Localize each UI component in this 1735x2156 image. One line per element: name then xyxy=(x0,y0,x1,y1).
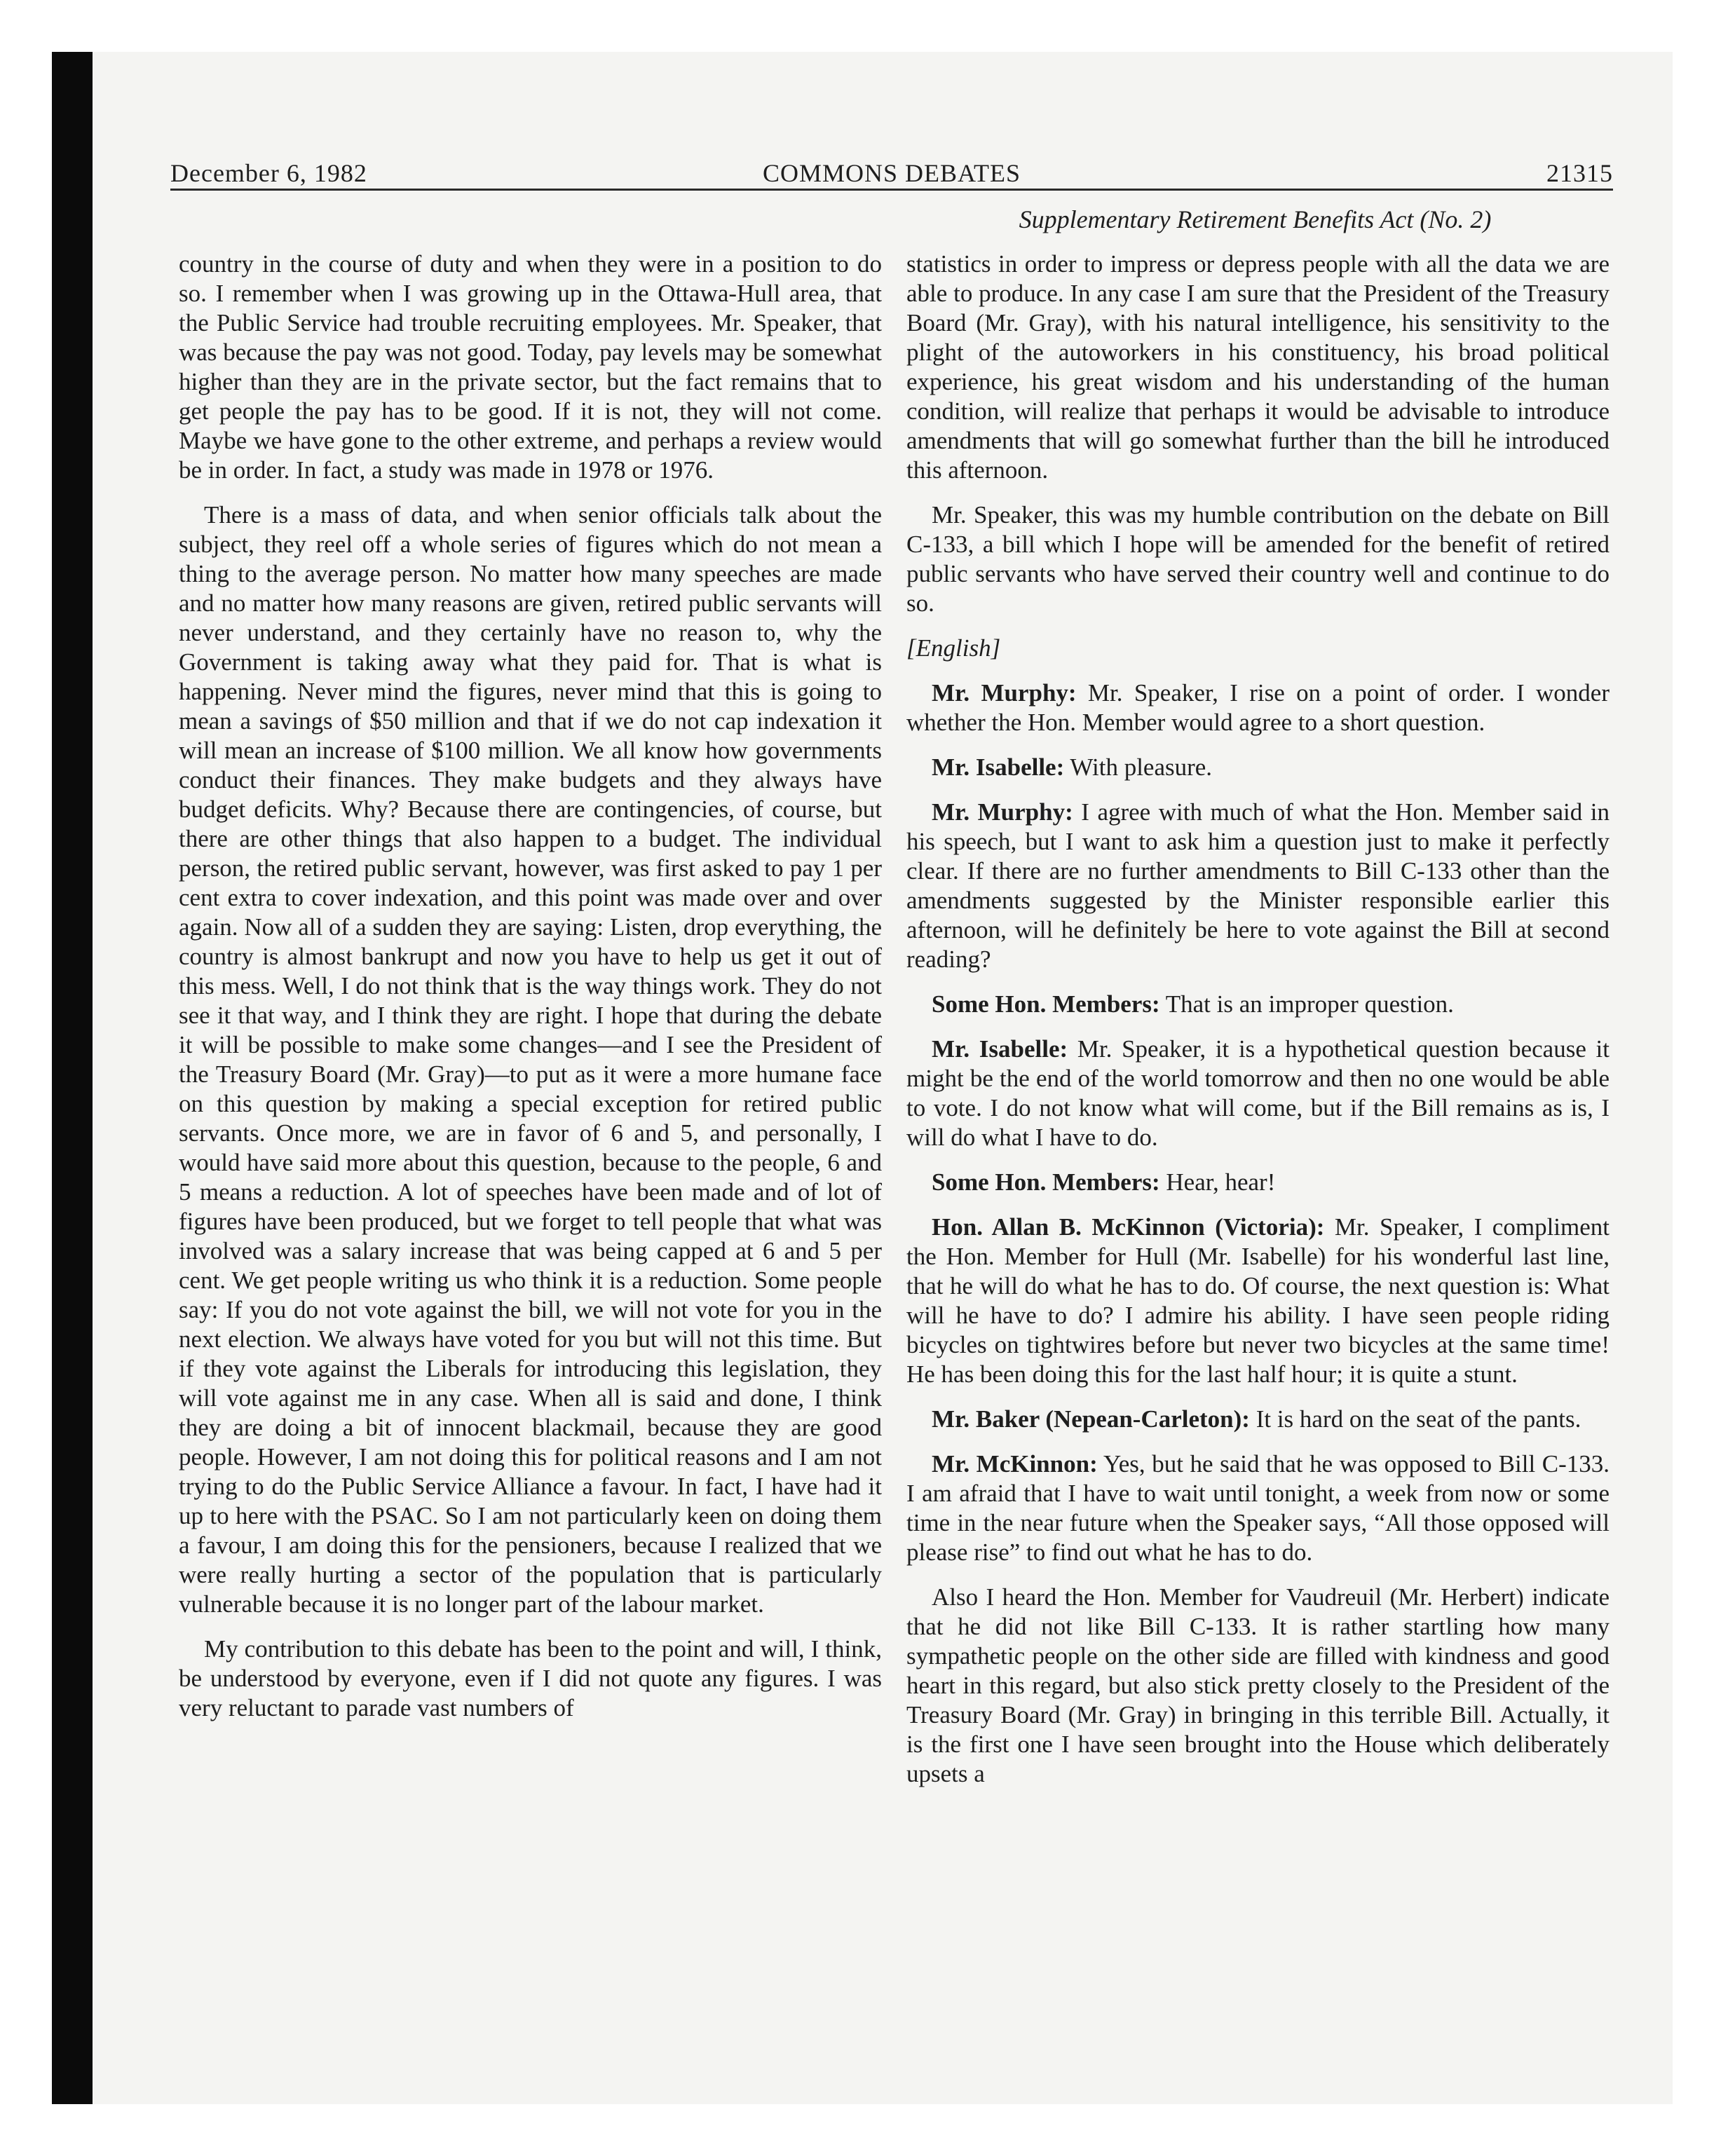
speaker-name: Mr. Murphy: xyxy=(932,679,1077,707)
speech-text: Hear, hear! xyxy=(1159,1168,1276,1196)
speech-text: Mr. Speaker, it is a hypothetical question because it might be the end of the world tomorrow and then no one would be able to vote. I do not know what will come, but if the Bill remains as is, I will do what I have to do. xyxy=(906,1035,1610,1151)
speaker-name: Mr. Isabelle: xyxy=(932,1035,1068,1063)
paragraph: Also I heard the Hon. Member for Vaudreuil (Mr. Herbert) indicate that he did not like Bill C-133. It is rather startling how many sympathetic people on the other side are filled with kindness and good heart in this regard, but also stick pretty closely to the President of the Treasury Board (Mr. Gray) in bringing in this terrible Bill. Actually, it is the first one I have seen brought into the House which deliberately upsets a xyxy=(906,1583,1610,1787)
speech-paragraph xyxy=(906,753,1610,782)
paragraph: country in the course of duty and when they were in a position to do so. I remember when I was growing up in the Ottawa-Hull area, that the Public Service had trouble recruiting employees. Mr. Speaker, that was because the pay was not good. Today, pay levels may be somewhat higher than they are in the private sector, but the fact remains that to get people the pay has to be good. If it is not, they will not come. Maybe we have gone to the other extreme, and perhaps a review would be in order. In fact, a study was made in 1978 or 1976. xyxy=(179,250,882,484)
header-rule xyxy=(170,189,1613,191)
header-page-number: 21315 xyxy=(1546,159,1613,187)
scan-border-edge xyxy=(52,52,93,2104)
page-header xyxy=(170,158,1613,198)
language-tag-text: [English] xyxy=(906,634,1001,662)
speech-paragraph xyxy=(906,678,1610,737)
header-title: COMMONS DEBATES xyxy=(762,159,1021,187)
speaker-name: Mr. Isabelle: xyxy=(932,753,1065,781)
paragraph: There is a mass of data, and when senior officials talk about the subject, they reel off a whole series of figures which do not mean a thing to the average person. No matter how many speeches are made and no matter how many reasons are given, retired public servants will never understand, and they certainly have no reason to, why the Government is taking away what they paid for. That is what is happening. Never mind the figures, never mind that this is going to mean a savings of $50 million and that if we do not cap indexation it will mean an increase of $100 million. We all know how governments conduct their finances. They make budgets and they always have budget deficits. Why? Because there are contingencies, of course, but there are other things that also happen to a budget. The individual person, the retired public servant, however, was first asked to pay 1 per cent extra to cover indexation, and this point was made over and over again. Now all of a sudden they are saying: Listen, drop everything, the country is almost bankrupt and now you have to help us get it out of this mess. Well, I do not think that is the way things work. They do not see it that way, and I think they are right. I hope that during the debate it will be possible to make some changes—and I see the President of the Treasury Board (Mr. Gray)—to put as it were a more humane face on this question by making a special exception for retired public servants. Once more, we are in favor of 6 and 5, and personally, I would have said more about this question, because to the people, 6 and 5 means a reduction. A lot of speeches have been made and of lot of figures have been produced, but we forget to tell people that what was involved was a salary increase that was being capped at 6 and 5 per cent. We get people writing us who think it is a reduction. Some people say: If you do not vote against the bill, we will not vote for you in the next election. We always have voted for you but will not this time. But if they vote against the Liberals for introducing this legislation, they will vote against me in any case. When all is said and done, I think they are doing a bit of innocent blackmail, because they are good people. However, I am not doing this for political reasons and I am not trying to do the Public Service Alliance a favour. In fact, I have had it up to here with the PSAC. So I am not particularly keen on doing them a favour, I am doing this for the pensioners, because I realized that we were really hurting a sector of the population that is particularly vulnerable because it is no longer part of the labour market. xyxy=(179,501,882,1618)
speech-text: It is hard on the seat of the pants. xyxy=(1249,1405,1581,1433)
paragraph: Mr. Speaker, this was my humble contribution on the debate on Bill C-133, a bill which I hope will be amended for the benefit of retired public servants who have served their country well and continue to do so. xyxy=(906,501,1610,617)
paragraph: My contribution to this debate has been to the point and will, I think, be understood by everyone, even if I did not quote any figures. I was very reluctant to parade vast numbers of xyxy=(179,1635,882,1721)
speech-text: Yes, but he said that he was opposed to Bill C-133. I am afraid that I have to wait until tonight, a week from now or some time in the near future when the Speaker says, “All those opposed will please rise” to find out what he has to do. xyxy=(906,1450,1610,1566)
speaker-name: Hon. Allan B. McKinnon (Victoria): xyxy=(932,1213,1325,1241)
language-tag xyxy=(906,634,1610,663)
speech-text: Mr. Speaker, I rise on a point of order. I wonder whether the Hon. Member would agree to a short question. xyxy=(906,679,1610,736)
section-subheading: Supplementary Retirement Benefits Act (No. 2) xyxy=(1019,205,1492,233)
speech-paragraph xyxy=(906,1213,1610,1389)
speech-paragraph xyxy=(906,1405,1610,1434)
speaker-name: Some Hon. Members: xyxy=(932,990,1160,1018)
speech-paragraph xyxy=(906,798,1610,974)
speaker-name: Mr. McKinnon: xyxy=(932,1450,1098,1478)
speech-paragraph xyxy=(906,1035,1610,1152)
speaker-name: Mr. Murphy: xyxy=(932,798,1073,826)
right-column xyxy=(906,250,1610,1804)
speech-text: With pleasure. xyxy=(1064,753,1213,781)
header-date: December 6, 1982 xyxy=(170,159,367,187)
speech-text: Mr. Speaker, I compliment the Hon. Member for Hull (Mr. Isabelle) for his wonderful last line, that he will do what he has to do. Of course, the next question is: What will he have to do? I admire his ability. I have seen people riding bicycles on tightwires before but never two bicycles at the same time! He has been doing this for the last half hour; it is quite a stunt. xyxy=(906,1213,1610,1388)
speech-text: That is an improper question. xyxy=(1159,990,1454,1018)
speech-paragraph xyxy=(906,990,1610,1019)
speech-text: I agree with much of what the Hon. Member said in his speech, but I want to ask him a question just to make it perfectly clear. If there are no further amendments to Bill C-133 other than the amendments suggested by the Minister responsible earlier this afternoon, will he definitely be here to vote against the Bill at second reading? xyxy=(906,798,1610,973)
speech-paragraph xyxy=(906,1168,1610,1197)
speaker-name: Mr. Baker (Nepean-Carleton): xyxy=(932,1405,1250,1433)
speaker-name: Some Hon. Members: xyxy=(932,1168,1160,1196)
left-column xyxy=(179,250,882,1738)
speech-paragraph xyxy=(906,1449,1610,1567)
paragraph: statistics in order to impress or depress people with all the data we are able to produce. In any case I am sure that the President of the Treasury Board (Mr. Gray), with his natural intelligence, his sensitivity to the plight of the autoworkers in his constituency, his broad political experience, his great wisdom and his understanding of the human condition, will realize that perhaps it would be advisable to introduce amendments that will go somewhat further than the bill he introduced this afternoon. xyxy=(906,250,1610,484)
